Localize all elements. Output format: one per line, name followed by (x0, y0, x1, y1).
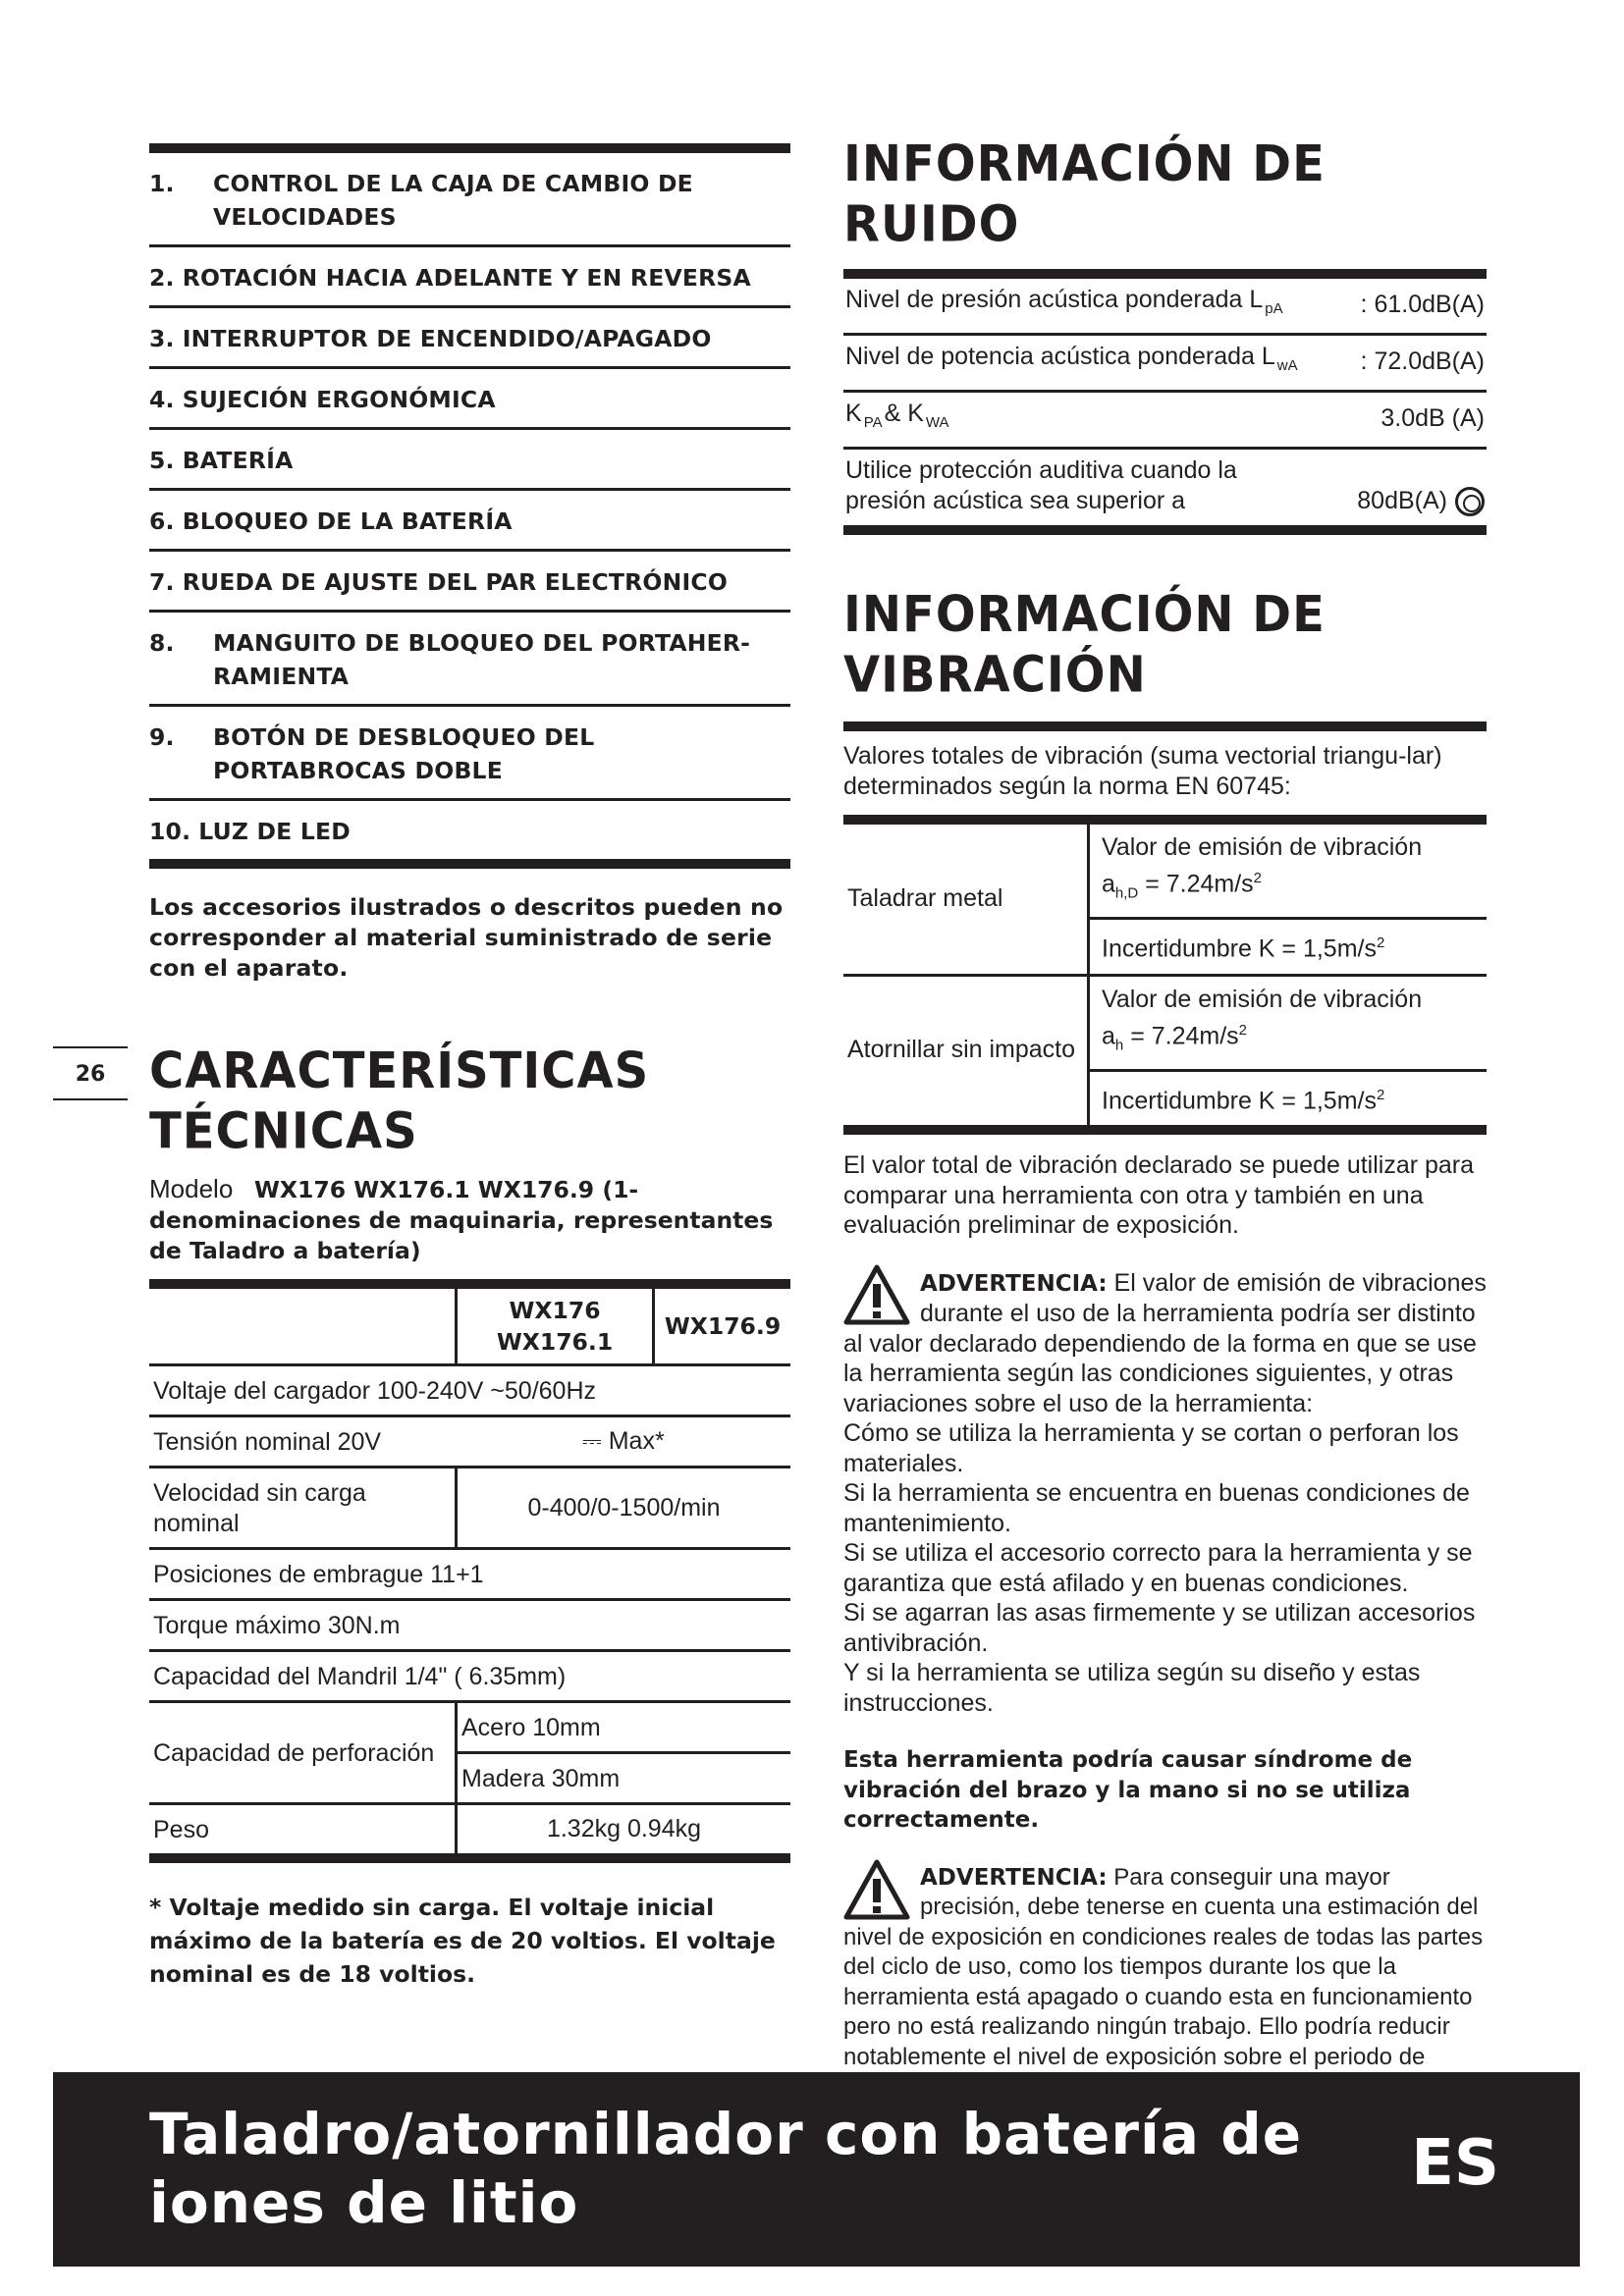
tech-heading: CARACTERÍSTICAS TÉCNICAS (149, 1041, 650, 1161)
ear-protection-icon (1455, 487, 1485, 516)
noise-table (843, 269, 1487, 535)
list-item: 4. SUJECIÓN ERGONÓMICA (149, 369, 790, 430)
divider (843, 525, 1487, 535)
list-item: 2. ROTACIÓN HACIA ADELANTE Y EN REVERSA (149, 247, 790, 308)
language-code: ES (1411, 2127, 1499, 2200)
vibration-heading: INFORMACIÓN DE VIBRACIÓN (843, 585, 1326, 705)
table-header-row (149, 1289, 790, 1365)
warning-2: ADVERTENCIA: Para conseguir una mayor precisión, debe tenerse en cuenta una estimación del nivel de exposición en condiciones reales de todas las partes del ciclo de uso, como los tiempos durante los que la herramienta está apagado o cuando esta en funcionamiento pero no está realizando ningún trabajo. Ello podría reducir notablemente el nivel de exposición sobre el periodo de (843, 1863, 1487, 2103)
table-row: Capacidad de perforación Acero 10mm (149, 1702, 790, 1753)
dc-icon: ⎓ (581, 1427, 602, 1455)
list-item: 5. BATERÍA (149, 430, 790, 491)
table-row: Capacidad del Mandril 1/4" ( 6.35mm) (149, 1651, 790, 1702)
table-row: Taladrar metal Valor de emisión de vibración $a_{h,D} = 7.24m/s^2$ (843, 825, 1487, 919)
model-line (149, 1174, 790, 1265)
right-column (843, 134, 1487, 2103)
table-row: Atornillar sin impacto Valor de emisión de vibración $a_h = 7.24m/s^2$ (843, 975, 1487, 1070)
list-item: 9. BOTÓN DE DESBLOQUEO DEL PORTABROCAS DOBLE (149, 707, 790, 801)
list-item: 3. INTERRUPTOR DE ENCENDIDO/APAGADO (149, 308, 790, 369)
list-item: 1. CONTROL DE LA CAJA DE CAMBIO DE VELOCIDADES (149, 153, 790, 247)
table-row: K $_{PA}$& K $_{WA}$ 3.0dB (A) (843, 393, 1487, 450)
voltage-note: * Voltaje medido sin carga. El voltaje inicial máximo de la batería es de 20 voltios. El voltaje nominal es de 18 voltios. (149, 1894, 776, 1988)
warning-triangle-icon (843, 1859, 910, 1920)
col-header-wx1769: WX176.9 (654, 1289, 791, 1365)
warning-1: ADVERTENCIA: El valor de emisión de vibraciones durante el uso de la herramienta podría ser distinto al valor declarado dependiendo de la forma en que se use la herramienta según las condiciones siguientes, y otras variaciones sobre el uso de la herramienta: Cómo se utiliza la herramienta y se cortan o perforan los materiales. Si la herramienta se encuentra en buenas condiciones de mantenimiento. Si se utiliza el accesorio correcto para la herramienta y se garantiza que está afilado y en buenas condiciones. Si se agarran las asas firmemente y se utilizan accesorios antivibración. Y si la herramienta se utiliza según su diseño y estas instrucciones. (843, 1268, 1487, 1719)
table-row: Peso 1.32kg 0.94kg (149, 1804, 790, 1859)
parts-list (149, 143, 790, 869)
divider (149, 859, 790, 869)
table-row: Velocidad sin carga nominal 0-400/0-1500/min (149, 1468, 790, 1549)
footer-banner (53, 2072, 1580, 2267)
syndrome-note: Esta herramienta podría causar síndrome de vibración del brazo y la mano si no se utiliza correctamente. (843, 1747, 1413, 1834)
banner-title: Taladro/atornillador con batería de iones de litio (149, 2101, 1303, 2236)
model-label: Modelo (149, 1174, 234, 1203)
col-header-wx176: WX176 WX176.1 (457, 1289, 654, 1365)
noise-heading: INFORMACIÓN DE RUIDO (843, 134, 1326, 254)
table-row: Posiciones de embrague 11+1 (149, 1549, 790, 1600)
left-column (149, 143, 790, 1991)
accessories-note: Los accesorios ilustrados o descritos pueden no corresponder al material suministrado de serie con el aparato. (149, 893, 784, 982)
table-row: Voltaje del cargador 100-240V ~50/60Hz (149, 1365, 790, 1416)
table-row: Nivel de presión acústica ponderada L $_{pA}$ : 61.0dB(A) (843, 279, 1487, 336)
list-item: 6. BLOQUEO DE LA BATERÍA (149, 491, 790, 552)
list-item: 8. MANGUITO DE BLOQUEO DEL PORTAHER-RAMIENTA (149, 613, 790, 707)
table-row: Torque máximo 30N.m (149, 1600, 790, 1651)
list-item: 10. LUZ DE LED (149, 818, 351, 845)
page-number: 26 (53, 1046, 128, 1100)
declared-note: El valor total de vibración declarado se puede utilizar para comparar una herramienta con otra y también en una evaluación preliminar de exposición. (843, 1151, 1475, 1240)
table-row: Incertidumbre $K = 1,5m/s^2$ (843, 919, 1487, 975)
spec-table (149, 1279, 790, 1863)
vibration-table (843, 815, 1487, 1135)
model-value: WX176 WX176.1 WX176.9 (1- denominaciones de maquinaria, representantes de Taladro a batería) (149, 1176, 774, 1264)
table-row: Incertidumbre $K = 1,5m/s^2$ (1102, 1086, 1385, 1115)
divider (843, 721, 1487, 731)
list-item: 7. RUEDA DE AJUSTE DEL PAR ELECTRÓNICO (149, 552, 790, 613)
table-row: Madera 30mm (149, 1753, 790, 1804)
warning-triangle-icon (843, 1264, 910, 1325)
table-row: Tensión nominal 20V ⎓ Max* (149, 1416, 790, 1468)
vibration-intro: Valores totales de vibración (suma vectorial triangu-lar) determinados según la norma EN 60745: (843, 742, 1442, 800)
table-row: Utilice protección auditiva cuando la presión acústica sea superior a 80dB(A) (843, 450, 1487, 525)
table-row: Nivel de potencia acústica ponderada L $_{wA}$ : 72.0dB(A) (843, 336, 1487, 393)
